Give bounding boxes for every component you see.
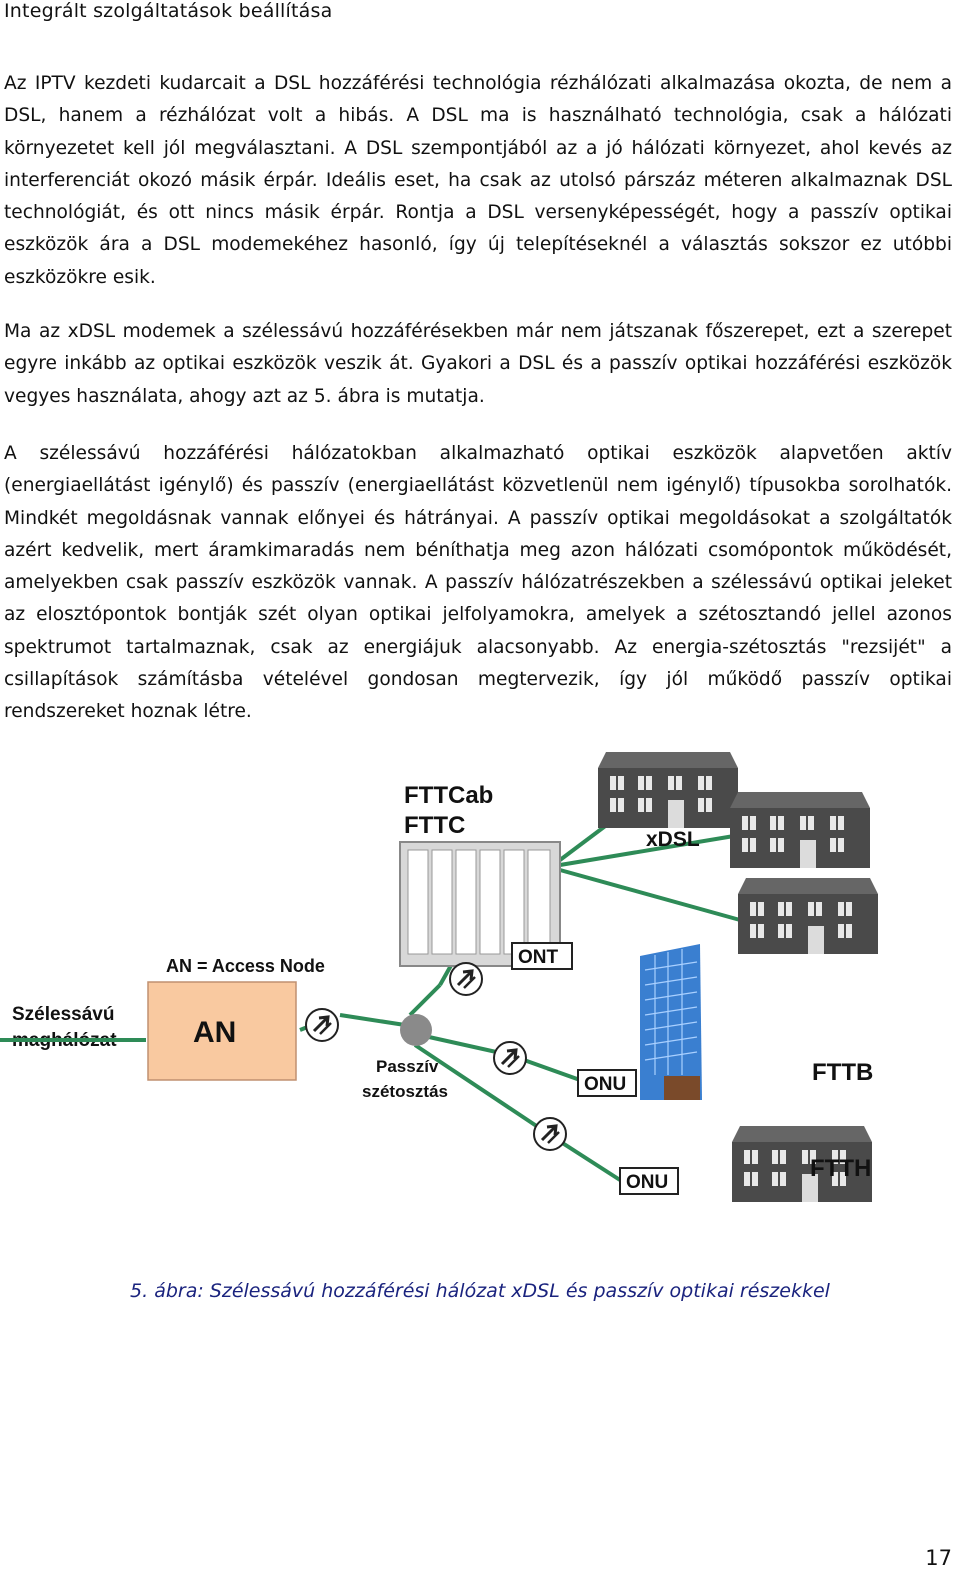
label-fttcab: FTTCab [404, 782, 494, 809]
paragraph-1: Az IPTV kezdeti kudarcait a DSL hozzáférési technológia rézhálózati alkalmazása okozta, de nem a DSL, hanem a rézhálózat volt a hibás. A DSL ma is használható technológia, csak a hálózati környezetet kell jól megválasztani. A DSL szempontjából az a jó hálózati környezet, ahol kevés az interferenciát okozó másik érpár. Ideális eset, ha csak az utolsó párszáz méteren alkalmaznak DSL technológiát, és ott nincs másik érpár. Rontja a DSL versenyképességét, hogy a passzív optikai eszközök ára a DSL modemekéhez hasonló, így új telepítéseknél a választás sokszor ez utóbbi eszközökre esik. [4, 73, 952, 288]
figure-caption: 5. ábra: Szélessávú hozzáférési hálózat xDSL és passzív optikai részekkel [130, 1280, 830, 1302]
house-icon [730, 792, 870, 868]
splitter-node [400, 1014, 432, 1046]
label-ont: ONT [518, 947, 559, 968]
amplifier-icon [306, 1009, 338, 1041]
network-diagram [0, 742, 960, 1202]
label-xdsl: xDSL [646, 828, 700, 851]
amplifier-icon [450, 963, 482, 995]
page-number: 17 [925, 1546, 952, 1570]
label-splitter-2: szétosztás [362, 1082, 448, 1101]
house-icon [598, 752, 738, 828]
office-tower-icon [640, 944, 702, 1100]
amplifier-icon [494, 1042, 526, 1074]
label-backbone-1: Szélessávú [12, 1004, 115, 1025]
label-fttc: FTTC [404, 812, 466, 839]
label-an: AN [193, 1016, 237, 1049]
page-header: Integrált szolgáltatások beállítása [4, 0, 333, 22]
label-ftth: FTTH [810, 1155, 872, 1182]
paragraph-2: Ma az xDSL modemek a szélessávú hozzáférésekben már nem játszanak főszerepet, ezt a szerepet egyre inkább az optikai eszközök veszik át. Gyakori a DSL és a passzív optikai hozzáférési eszközök vegyes használata, ahogy azt az 5. ábra is mutatja. [4, 321, 952, 407]
house-icon [738, 878, 878, 954]
label-an-legend: AN = Access Node [166, 956, 325, 976]
label-onu-home: ONU [626, 1172, 669, 1193]
amplifier-icon [534, 1118, 566, 1150]
label-backbone-2: maghálózat [12, 1030, 117, 1051]
paragraph-3: A szélessávú hozzáférési hálózatokban alkalmazható optikai eszközök alapvetően aktív (energiaellátást igénylő) és passzív (energiaellátást közvetlenül nem igénylő) típusokba sorolhatók. Mindkét megoldásnak vannak előnyei és hátrányai. A passzív optikai megoldásokat a szolgáltatók azért kedvelik, mert áramkimaradás nem béníthatja meg azon hálózati csomópontok működését, amelyekben csak passzív eszközök vannak. A passzív hálózatrészekben a szélessávú optikai jeleket az elosztópontok bontják szét olyan optikai jelfolyamokra, amelyek a szétosztandó jellel azonos spektrumot tartalmaznak, csak az energiájuk alacsonyabb. Az energia-szétosztás "rezsijét" a csillapítások számításba vételével gondosan megtervezik, így jól működő passzív optikai rendszereket hoznak létre. [4, 443, 952, 723]
label-onu-building: ONU [584, 1074, 627, 1095]
label-fttb: FTTB [812, 1059, 874, 1086]
label-splitter-1: Passzív [376, 1057, 439, 1076]
